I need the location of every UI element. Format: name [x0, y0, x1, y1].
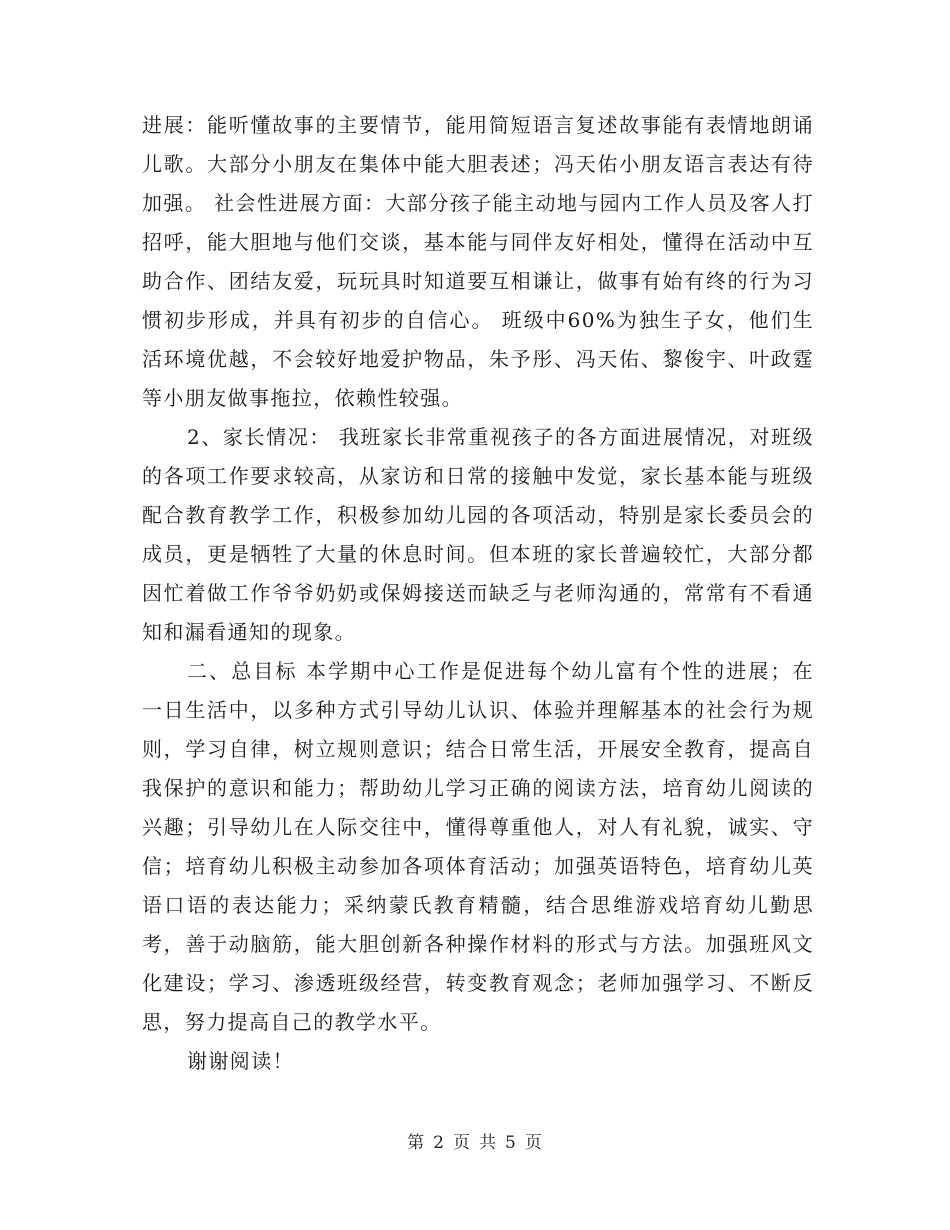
page-footer — [0, 1128, 950, 1153]
paragraph-parents-situation: 2、家长情况： 我班家长非常重视孩子的各方面进展情况，对班级的各项工作要求较高，从家访和日常的接触中发觉，家长基本能与班级配合教育教学工作，积极参加幼儿园的各项活动，特别是家长委员会的成员，更是牺牲了大量的休息时间。但本班的家长普遍较忙，大部分都因忙着做工作爷爷奶奶或保姆接送而缺乏与老师沟通的，常常有不看通知和漏看通知的现象。 — [142, 425, 814, 644]
footer-current-page: 2 — [433, 1133, 445, 1153]
footer-total-pages: 5 — [505, 1133, 517, 1153]
footer-prefix: 第 — [407, 1133, 426, 1153]
footer-page-unit: 页 — [453, 1133, 471, 1153]
paragraph-thanks: 谢谢阅读！ — [187, 1049, 294, 1073]
paragraph-overall-goals: 二、总目标 本学期中心工作是促进每个幼儿富有个性的进展；在一日生活中，以多种方式引导幼儿认识、体验并理解基本的社会行为规则，学习自律，树立规则意识；结合日常生活，开展安全教育，提高自我保护的意识和能力；帮助幼儿学习正确的阅读方法，培育幼儿阅读的兴趣；引导幼儿在人际交往中，懂得尊重他人，对人有礼貌，诚实、守信；培育幼儿积极主动参加各项体育活动；加强英语特色，培育幼儿英语口语的表达能力；采纳蒙氏教育精髓，结合思维游戏培育幼儿勤思考，善于动脑筋，能大胆创新各种操作材料的形式与方法。加强班风文化建设；学习、渗透班级经营，转变教育观念；老师加强学习、不断反思，努力提高自己的教学水平。 — [142, 659, 814, 1034]
footer-total-unit: 页 — [524, 1133, 543, 1153]
paragraph-development-summary: 进展：能听懂故事的主要情节，能用简短语言复述故事能有表情地朗诵儿歌。大部分小朋友在集体中能大胆表述；冯天佑小朋友语言表达有待加强。 社会性进展方面：大部分孩子能主动地与园内工作人员及客人打招呼，能大胆地与他们交谈，基本能与同伴友好相处，懂得在活动中互助合作、团结友爱，玩玩具时知道要互相谦让，做事有始有终的行为习惯初步形成，并具有初步的自信心。 班级中60%为独生子女，他们生活环境优越，不会较好地爱护物品，朱予彤、冯天佑、黎俊宇、叶政霆等小朋友做事拖拉，依赖性较强。 — [142, 113, 814, 410]
footer-total-word: 共 — [479, 1133, 497, 1153]
document-body — [142, 106, 814, 1081]
